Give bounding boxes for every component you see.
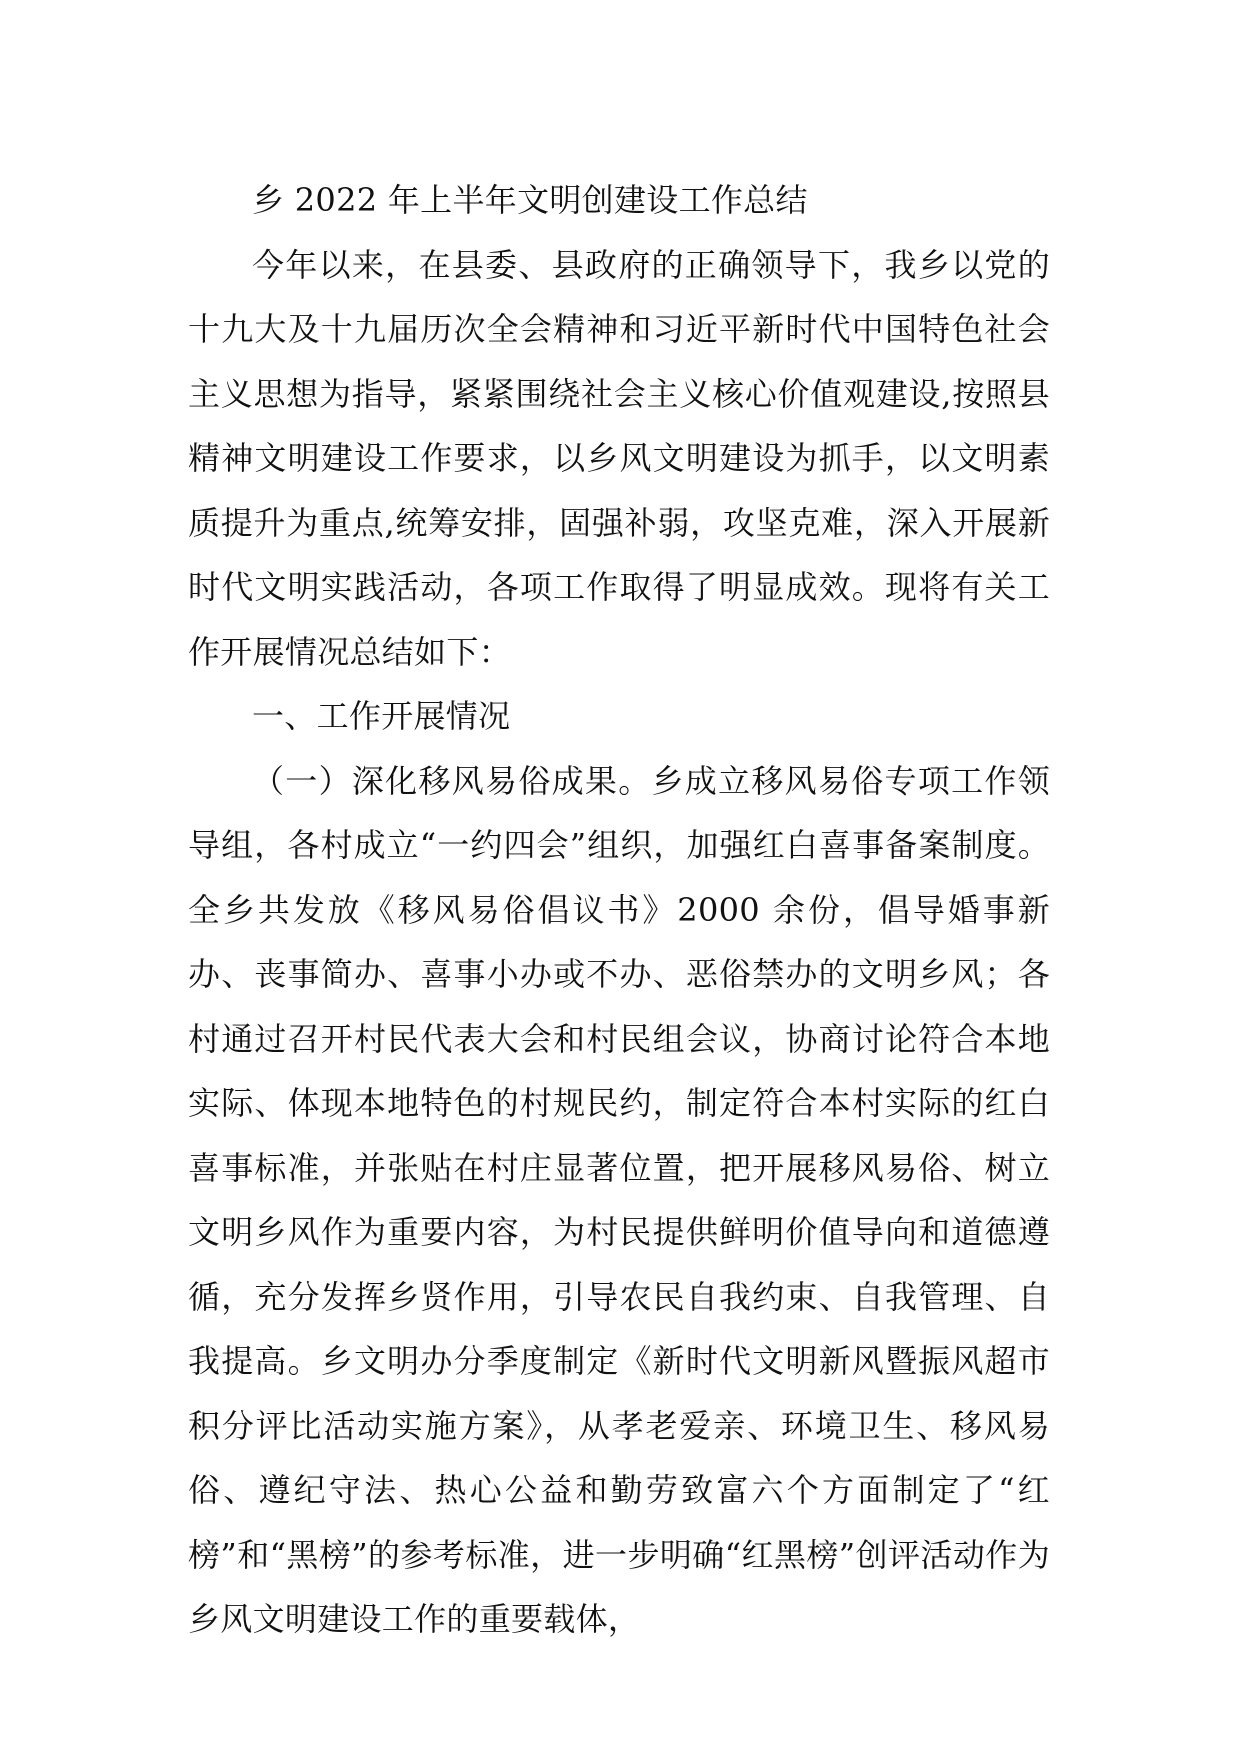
document-title: 乡 2022 年上半年文明创建设工作总结 xyxy=(252,181,808,219)
section-paragraph: （一）深化移风易俗成果。乡成立移风易俗专项工作领导组，各村成立“一约四会”组织，加强红白喜事备案制度。全乡共发放《移风易俗倡议书》2000 余份，倡导婚事新办、丧事简办、喜事小办或不办、恶俗禁办的文明乡风；各村通过召开村民代表大会和村民组会议，协商讨论符合本地实际、体现本地特色的村规民约，制定符合本村实际的红白喜事标准，并张贴在村庄显著位置，把开展移风易俗、树立文明乡风作为重要内容，为村民提供鲜明价值导向和道德遵循，充分发挥乡贤作用，引导农民自我约束、自我管理、自我提高。乡文明办分季度制定《新时代文明新风暨振风超市积分评比活动实施方案》，从孝老爱亲、环境卫生、移风易俗、遵纪守法、热心公益和勤劳致富六个方面制定了“红榜”和“黑榜”的参考标准，进一步明确“红黑榜”创评活动作为乡风文明建设工作的重要载体， xyxy=(188,761,1050,1638)
document-body xyxy=(188,168,1050,1652)
intro-paragraph: 今年以来，在县委、县政府的正确领导下，我乡以党的十九大及十九届历次全会精神和习近平新时代中国特色社会主义思想为指导，紧紧围绕社会主义核心价值观建设,按照县精神文明建设工作要求，以乡风文明建设为抓手，以文明素质提升为重点,统筹安排，固强补弱，攻坚克难，深入开展新时代文明实践活动，各项工作取得了明显成效。现将有关工作开展情况总结如下： xyxy=(188,245,1050,671)
section-heading: 一、工作开展情况 xyxy=(252,697,511,735)
